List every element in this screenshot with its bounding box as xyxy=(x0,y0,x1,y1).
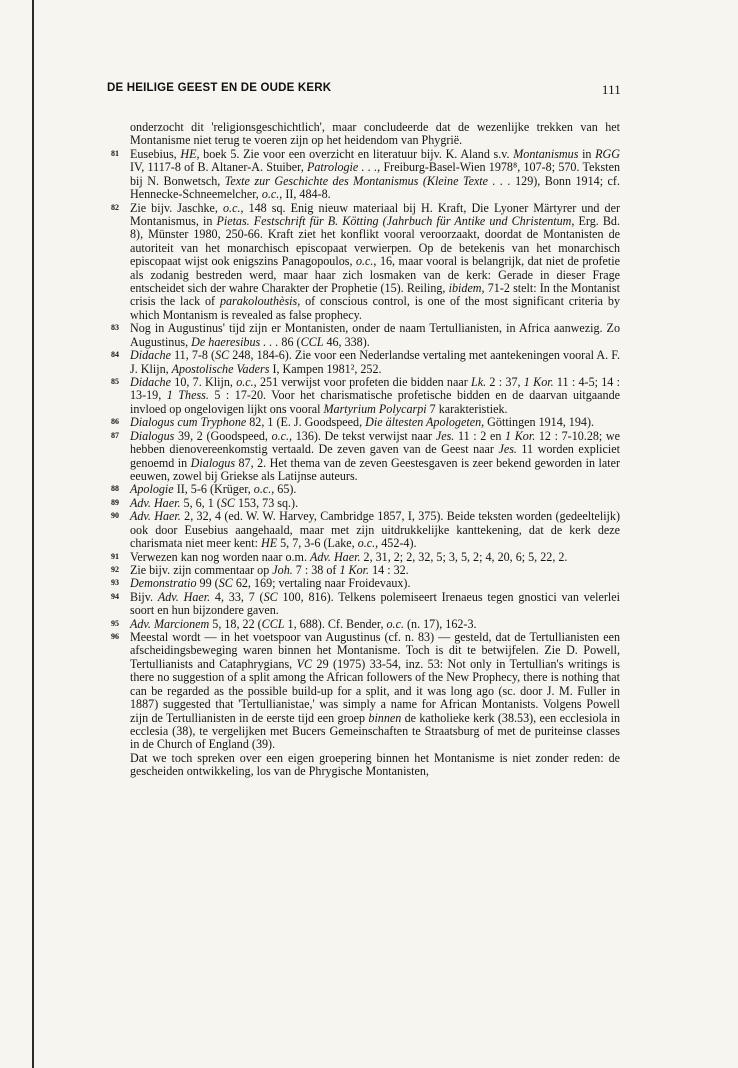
footnote-italic-text: Didache xyxy=(130,348,171,363)
footnote-text: Zie bijv. Jaschke, xyxy=(130,200,223,215)
footnote-text: 10, 7. Klijn, xyxy=(170,375,237,390)
running-header xyxy=(107,82,621,97)
footnote-text: 251 verwijst voor profeten die bidden naar xyxy=(256,375,472,390)
footnote-italic-text: Adv. Haer. xyxy=(130,495,181,510)
footnote-85 xyxy=(111,376,620,416)
footnote-text: 16, maar vooral is belangrijk, dat niet de profetie als zodanig bestreden werd, maar haar zich losmaken van de kerk: Gerade in dieser Frage entscheidet sich der wahre Charakter der Prophetie (15). Reiling, xyxy=(130,254,620,296)
footnote-text: 248, 184-6). Zie voor een Nederlandse vertaling met aantekeningen vooral A. F. J. Klijn, xyxy=(130,348,620,376)
footnote-number: 89 xyxy=(111,497,119,507)
footnote-text: 65). xyxy=(274,482,297,497)
footnote-number: 88 xyxy=(111,484,119,494)
footnote-text: 153, 73 sq.). xyxy=(234,495,299,510)
footnote-text: 2 : 37, xyxy=(486,375,524,390)
footnote-text: 452-4). xyxy=(378,536,417,551)
footnote-italic-text: ibidem, xyxy=(448,281,485,296)
footnote-text: Dat we toch spreken over een eigen groepering binnen het Montanisme is niet zonder reden: de gescheiden ontwikkeling, los van de Phrygische Montanisten, xyxy=(130,750,620,779)
footnote-italic-text: Die ältesten Apologeten, xyxy=(365,415,485,430)
footnote-italic-text: Adv. Haer. xyxy=(310,549,361,564)
footnote-italic-text: Jes. xyxy=(498,442,517,457)
footnote-number: 81 xyxy=(111,148,119,158)
footnote-text: 39, 2 (Goodspeed, xyxy=(174,428,272,443)
footnote-text: 136). De tekst verwijst naar xyxy=(292,428,436,443)
footnote-text: II, 484-8. xyxy=(282,187,331,202)
footnote-text: II, 5-6 (Krüger, xyxy=(173,482,254,497)
footnote-italic-text: Jes. xyxy=(435,428,455,443)
footnote-text: 7 karakteristiek. xyxy=(426,401,508,416)
footnote-text: Nog in Augustinus' tijd zijn er Montanisten, onder de naam Tertullianisten, in Africa aanwezig. Zo Augustinus, xyxy=(130,321,620,349)
footnote-text: 4, 33, 7 ( xyxy=(210,589,264,604)
footnote-88 xyxy=(111,483,620,496)
footnote-96 xyxy=(111,631,620,752)
footnote-italic-text: binnen xyxy=(368,710,402,725)
footnote-number: 83 xyxy=(111,323,119,333)
footnote-text: 11 worden expliciet genoemd in xyxy=(130,442,621,470)
footnote-italic-text: RGG xyxy=(595,146,620,161)
footnote-italic-text: Demonstratio xyxy=(130,576,197,591)
footnote-italic-text: Texte zur Geschichte des Montanismus (Kleine Texte . . . xyxy=(224,173,511,188)
footnote-81 xyxy=(111,148,620,202)
footnote-italic-text: SC xyxy=(263,589,278,604)
footnote-text: Verwezen kan nog worden naar o.m. xyxy=(130,549,310,564)
footnote-text: boek 5. Zie voor een overzicht en literatuur bijv. K. Aland s.v. xyxy=(199,146,514,161)
footnote-italic-text: 1 Kor. xyxy=(505,428,536,443)
footnote-text: 2, 31, 2; 2, 32, 5; 3, 5, 2; 4, 20, 6; 5, 22, 2. xyxy=(360,549,568,564)
footnote-93 xyxy=(111,577,620,590)
footnote-italic-text: o.c., xyxy=(357,536,379,551)
footnote-italic-text: Apostolische Vaders xyxy=(171,361,270,376)
footnote-italic-text: Apologie xyxy=(130,482,174,497)
footnote-text: 46, 338). xyxy=(323,334,370,349)
footnote-italic-text: HE xyxy=(260,536,278,551)
footnote-text: 12 : 7-10.28; we hebben dienovereenkomstig vertaald. De zeven gaven van de Geest naar xyxy=(130,428,621,457)
footnote-italic-text: Dialogus xyxy=(130,428,175,443)
footnote-text: 1, 688). Cf. Bender, xyxy=(284,616,387,631)
footnote-92 xyxy=(111,564,620,577)
footnote-text: 129), Bonn 1914; cf. Hennecke-Schneemelcher, xyxy=(130,173,620,202)
footnote-text: 5, 18, 22 ( xyxy=(209,616,262,631)
footnote-text: Zie bijv. zijn commentaar op xyxy=(130,562,273,577)
footnote-text: in xyxy=(578,146,596,161)
footnote-number: 84 xyxy=(111,350,119,360)
footnote-text: 5, 7, 3-6 (Lake, xyxy=(277,536,358,551)
footnote-82 xyxy=(111,202,620,323)
footnote-text: 29 (1975) 33-54, inz. 53: Not only in Tertullian's writings is there no suggestion of a split among the African followers of the New Prophecy, there is nothing that can be regarded as the possible build-up for a split, and it was long ago (sc. door J. M. Fuller in 1887) suggested that 'Tertullianistae,' was simply a name for African Montanists. Volgens Powell zijn de Tertullianisten in de eerste tijd een groep xyxy=(130,656,620,725)
footnote-continuation xyxy=(111,121,620,148)
footnote-italic-text: CCL xyxy=(300,334,324,349)
footnote-italic-text: Patrologie . . ., xyxy=(307,160,381,175)
footnote-italic-text: CCL xyxy=(261,616,285,631)
footnote-text: Freiburg-Basel-Wien 1978⁸, 107-8; 570. Teksten bij N. Bonwetsch, xyxy=(130,160,620,188)
header-title: DE HEILIGE GEEST EN DE OUDE KERK xyxy=(107,82,332,94)
footnote-italic-text: SC xyxy=(218,576,233,591)
footnote-italic-text: SC xyxy=(215,348,230,363)
footnote-number: 93 xyxy=(111,578,119,588)
footnote-text: 5 : 17-20. Voor het charismatische profetische bidden en de daarvan uitgaande invloed op ongelovigen lijkt ons vooral xyxy=(130,388,620,416)
footnote-number: 94 xyxy=(111,591,119,601)
footnote-text: Eusebius, xyxy=(130,146,181,161)
footnote-text: 148 sq. Enig nieuw materiaal bij H. Kraft, Die Lyoner Märtyrer und der Montanismus, in xyxy=(130,200,620,228)
footnote-text: 14 : 32. xyxy=(369,562,409,577)
footnote-italic-text: Pietas. Festschrift für B. Kötting (Jahrbuch für Antike und Christentum, xyxy=(216,213,575,228)
footnote-text: 86 ( xyxy=(278,334,301,349)
footnote-text: 11 : 2 en xyxy=(454,428,506,443)
footnote-number: 95 xyxy=(111,618,119,628)
footnote-italic-text: Adv. Haer. xyxy=(130,509,181,524)
footnote-continuation xyxy=(111,752,620,779)
footnote-italic-text: HE, xyxy=(180,146,200,161)
footnote-text: of conscious control, is one of the most significant criteria by which Montanism is revealed as false prophecy. xyxy=(130,294,620,322)
footnote-87 xyxy=(111,430,620,484)
page-number: 111 xyxy=(601,82,621,97)
footnote-text: Erg. Bd. 8), Münster 1980, 250-66. Kraft ziet het konflikt vooral veroorzaakt, doordat de Montanisten de autoriteit van het monarchisch episcopaat verwierpen. Op de betekenis van het monarchisch episcopaat wijst ook enigszins Panagopoulos, xyxy=(130,213,621,269)
footnote-text: 100, 816). Telkens polemiseert Irenaeus tegen gnostici van velerlei soort en hun bijzondere gaven. xyxy=(130,589,620,618)
footnote-italic-text: 1 Kor. xyxy=(523,375,554,390)
footnote-text: 2, 32, 4 (ed. W. W. Harvey, Cambridge 1857, I, 375). Beide teksten worden (gedeeltelijk) ook door Eusebius aangehaald, maar met zijn uitdrukkelijke kanttekening, dat de kerk deze charismata niet meer kent: xyxy=(130,509,620,551)
footnote-95 xyxy=(111,618,620,631)
footnote-italic-text: Adv. Haer. xyxy=(157,589,211,604)
footnote-89 xyxy=(111,497,620,510)
footnote-text: 62, 169; vertaling naar Froidevaux). xyxy=(232,576,411,591)
footnote-text: Göttingen 1914, 194). xyxy=(484,415,594,430)
footnote-text: 82, 1 (E. J. Goodspeed, xyxy=(246,415,366,430)
footnote-83 xyxy=(111,322,620,349)
footnote-italic-text: parakolouthèsis, xyxy=(219,294,301,309)
footnote-italic-text: o.c., xyxy=(355,254,377,269)
footnote-94 xyxy=(111,591,620,618)
footnote-text: 71-2 stelt: In the Montanist crisis the lack of xyxy=(130,281,620,309)
footnote-text: 7 : 38 of xyxy=(292,562,340,577)
footnote-text: 11 : 4-5; 14 : 13-19, xyxy=(130,375,620,403)
footnote-italic-text: Montanismus xyxy=(513,146,579,161)
footnote-number: 87 xyxy=(111,430,119,440)
footnote-number: 82 xyxy=(111,202,119,212)
footnote-italic-text: De haeresibus . . . xyxy=(191,334,279,349)
footnote-text: 99 ( xyxy=(196,576,219,591)
footnote-italic-text: Martyrium Polycarpi xyxy=(323,401,427,416)
footnote-text: de katholieke kerk (38.53), een ecclesiola in ecclesia (38), te vergelijken met Bucers Gemeinschaften te Straatsburg of met de puriteinse classes in de Church of England (39). xyxy=(130,710,621,752)
footnote-italic-text: o.c., xyxy=(271,428,293,443)
footnote-86 xyxy=(111,416,620,429)
footnote-italic-text: VC xyxy=(296,656,313,671)
footnote-text: IV, 1117-8 of B. Altaner-A. Stuiber, xyxy=(130,160,307,175)
footnote-italic-text: o.c., xyxy=(261,187,283,202)
footnote-italic-text: SC xyxy=(220,495,235,510)
footnote-italic-text: Dialogus cum Tryphone xyxy=(130,415,247,430)
footnote-italic-text: Adv. Marcionem xyxy=(130,616,210,631)
binding-edge-line xyxy=(32,0,34,1068)
footnote-italic-text: o.c. xyxy=(386,616,404,631)
footnote-italic-text: 1 Kor. xyxy=(339,562,370,577)
footnote-text: 11, 7-8 ( xyxy=(170,348,216,363)
footnote-italic-text: 1 Thess. xyxy=(166,388,209,403)
footnote-italic-text: o.c., xyxy=(253,482,275,497)
footnote-italic-text: Joh. xyxy=(272,562,293,577)
footnote-text: 87, 2. Het thema van de zeven Geestesgaven is zeer bekend geworden in later eeuwen, zowel bij Griekse als Latijnse auteurs. xyxy=(130,455,620,483)
footnote-text: I, Kampen 1981², 252. xyxy=(269,361,382,376)
footnote-text: (n. 17), 162-3. xyxy=(403,616,477,631)
footnote-italic-text: Didache xyxy=(130,375,171,390)
footnote-italic-text: o.c., xyxy=(223,200,244,215)
footnote-italic-text: Lk. xyxy=(471,375,487,390)
footnote-text: onderzocht dit 'religionsgeschichtlich', maar concludeerde dat de wezenlijke trekken van het Montanisme niet terug te voeren zijn op het heidendom van Phygrië. xyxy=(130,120,620,148)
footnote-number: 92 xyxy=(111,564,119,574)
footnote-text: Bijv. xyxy=(130,589,158,604)
footnotes-block xyxy=(111,121,620,779)
footnote-number: 85 xyxy=(111,377,119,387)
footnote-84 xyxy=(111,349,620,376)
footnote-number: 91 xyxy=(111,551,119,561)
footnote-90 xyxy=(111,510,620,550)
footnote-number: 90 xyxy=(111,511,119,521)
footnote-number: 96 xyxy=(111,632,119,642)
footnote-91 xyxy=(111,551,620,564)
footnote-italic-text: o.c., xyxy=(236,375,257,390)
footnote-text: Meestal wordt — in het voetspoor van Augustinus (cf. n. 83) — gesteld, dat de Tertullianisten een afscheidingsbeweging waren binnen het Montanisme. Toch is dit te betwijfelen. Zie D. Powell, Tertullianists and Cataphrygians, xyxy=(130,630,620,671)
footnote-text: 5, 6, 1 ( xyxy=(180,495,221,510)
footnote-number: 86 xyxy=(111,417,119,427)
footnote-italic-text: Dialogus xyxy=(190,455,236,470)
